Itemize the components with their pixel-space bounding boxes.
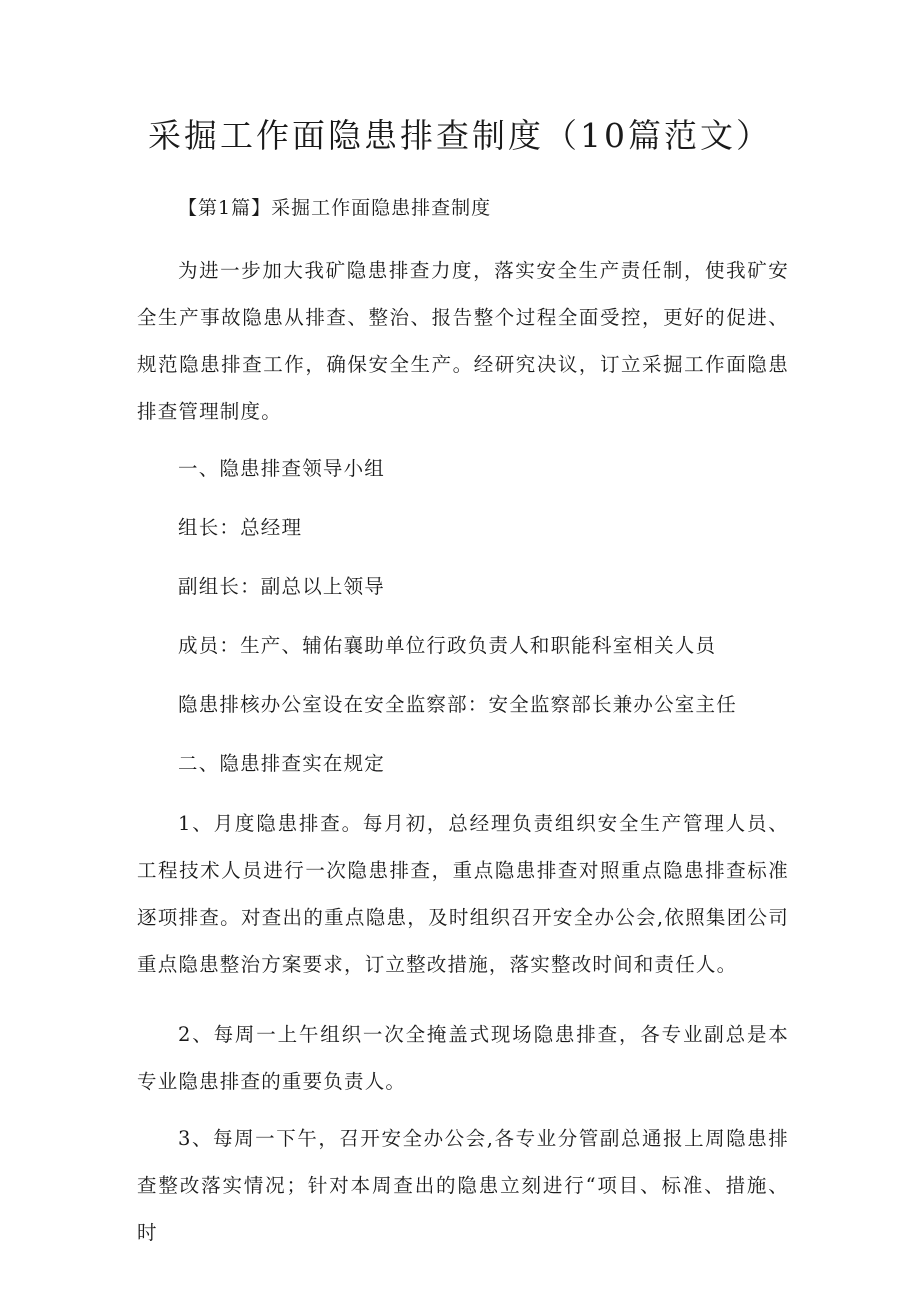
section-heading: 【第1篇】采掘工作面隐患排查制度 [178,197,492,219]
heading-regulations: 二、隐患排查实在规定 [178,752,386,775]
members-line: 成员：生产、辅佑襄助单位行政负责人和职能科室相关人员 [178,634,717,657]
office-line: 隐患排核办公室设在安全监察部：安全监察部长兼办公室主任 [178,693,737,716]
regulation-item-2: 2、每周一上午组织一次全掩盖式现场隐患排查，各专业副总是本专业隐患排查的重要负责人。 [137,1023,789,1093]
heading-leadership-group: 一、隐患排查领导小组 [178,457,386,480]
leader-line: 组长：总经理 [178,516,303,539]
deputy-leader-line: 副组长：副总以上领导 [178,575,386,598]
document-title: 采掘工作面隐患排查制度（10篇范文） [148,116,772,155]
intro-paragraph: 为进一步加大我矿隐患排查力度，落实安全生产责任制，使我矿安全生产事故隐患从排查、整治、报告整个过程全面受控，更好的促进、规范隐患排查工作，确保安全生产。经研究决议，订立采掘工作面隐患排查管理制度。 [137,259,789,423]
regulation-item-1: 1、月度隐患排查。每月初，总经理负责组织安全生产管理人员、工程技术人员进行一次隐患排查，重点隐患排查对照重点隐患排查标准逐项排查。对查出的重点隐患，及时组织召开安全办公会,依照集团公司重点隐患整治方案要求，订立整改措施，落实整改时间和责任人。 [137,812,789,976]
regulation-item-3: 3、每周一下午，召开安全办公会,各专业分管副总通报上周隐患排查整改落实情况；针对本周查出的隐患立刻进行“项目、标准、措施、时 [137,1127,789,1244]
